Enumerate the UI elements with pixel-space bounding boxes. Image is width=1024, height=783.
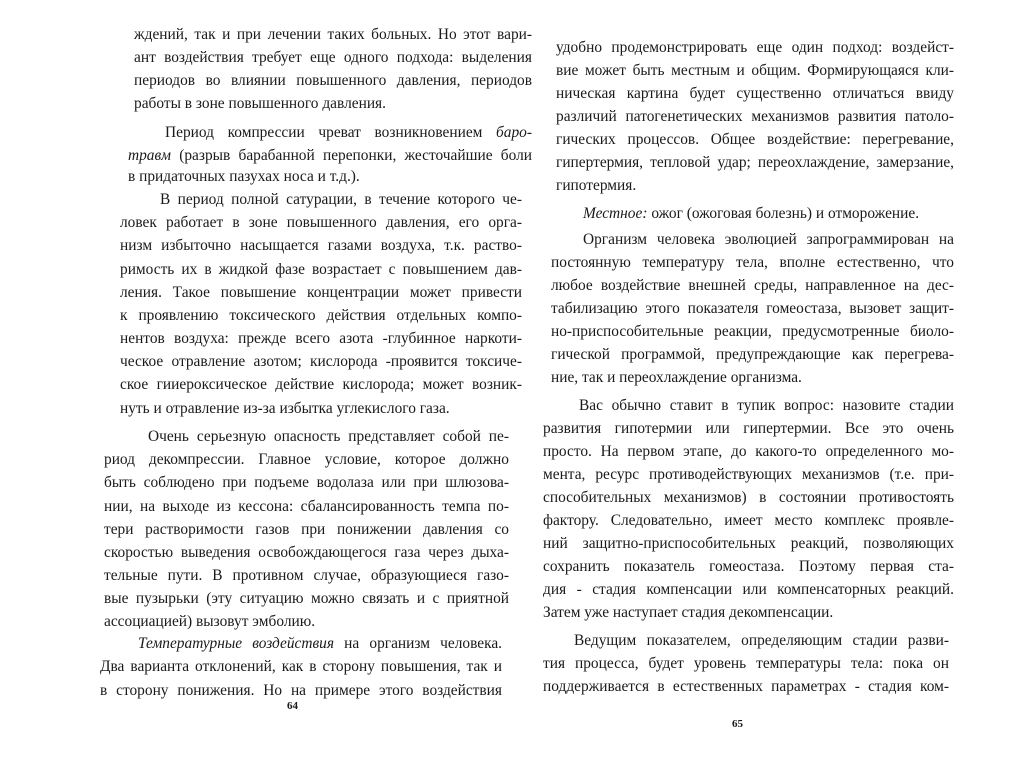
text-line: нуть и отравление из-за избытка углекислого газа.: [120, 400, 450, 417]
text-line: [138, 634, 502, 654]
text-line: удобно продемонстрировать еще один подход: воздейст-: [556, 39, 954, 56]
italic-term: Местное:: [583, 205, 648, 222]
text-line: периодов во влиянии повышенного давления, периодов: [134, 72, 532, 89]
text-line: низм избыточно насыщается газами воздуха, т.к. раство-: [120, 237, 522, 254]
right-page: [512, 0, 1024, 783]
text-line: Два варианта отклонений, как в сторону повышения, так и: [100, 658, 502, 675]
text-line: риод декомпрессии. Главное условие, которое должно: [104, 451, 509, 468]
text-line: быть соблюдено при подъеме водолаза или при шлюзова-: [104, 474, 509, 491]
text-line: развития гипотермии или гипертермии. Все это очень: [543, 420, 954, 437]
text-line: поддерживается в естественных параметрах - стадия ком-: [543, 678, 949, 695]
text-line: мента, ресурс противодействующих механизмов (т.е. при-: [543, 466, 954, 483]
text-line: сохранить показатель гомеостаза. Поэтому первая ста-: [543, 558, 954, 575]
text-line: Очень серьезную опасность представляет собой пе-: [148, 428, 509, 445]
text-line: просто. На первом этапе, до какого-то определенного мо-: [543, 443, 954, 460]
text-line: гипотермия.: [556, 177, 637, 194]
text-line: различий патогенетических механизмов развития патоло-: [556, 108, 954, 125]
text-line: В период полной сатурации, в течение которого че-: [160, 191, 522, 208]
text-line: ское гииероксическое действие кислорода; может возник-: [120, 376, 522, 393]
text-line: гических процессов. Общее воздействие: перегревание,: [556, 131, 954, 148]
text-line: вие может быть местным и общим. Формирующаяся кли-: [556, 62, 954, 79]
text-line: ческое отравление азотом; кислорода -проявится токсиче-: [120, 353, 522, 370]
page-number: 64: [287, 700, 298, 712]
text-line: к проявлению токсического действия отдельных компо-: [120, 307, 522, 324]
text-line: способительных механизмов) в состоянии противостоять: [543, 489, 954, 506]
text-line: ассоциацией) вызовут эмболию.: [104, 613, 316, 630]
text-line: ловек работает в зоне повышенного давления, его орга-: [120, 214, 522, 231]
text-line: ний защитно-приспособительных реакций, позволяющих: [543, 535, 954, 552]
text-line: работы в зоне повышенного давления.: [134, 95, 386, 112]
text-segment: (разрыв барабанной перепонки, жесточайшие боли: [171, 147, 532, 164]
text-line: фактору. Следовательно, имеет место комплекс проявле-: [543, 512, 954, 529]
text-line: Ведущим показателем, определяющим стадии разви-: [574, 632, 949, 649]
text-line: тия процесса, будет уровень температуры тела: пока он: [543, 655, 949, 672]
text-line: но-приспособительные реакции, предусмотренные биоло-: [551, 323, 954, 340]
italic-term: баро-: [496, 124, 532, 141]
italic-term: Температурные воздействия: [138, 635, 335, 652]
text-segment: на организм человека.: [334, 635, 502, 652]
text-line: Организм человека эволюцией запрограммирован на: [583, 231, 954, 248]
text-line: [583, 204, 983, 224]
text-line: дия - стадия компенсации или компенсаторных реакций.: [543, 581, 954, 598]
text-line: тери растворимости газов при понижении давления со: [104, 521, 509, 538]
text-line: любое воздействие внешней среды, направленное на дес-: [551, 277, 954, 294]
italic-term: травм: [128, 147, 172, 164]
text-line: в придаточных пазухах носа и т.д.).: [128, 168, 360, 185]
text-line: гической программой, предупреждающие как перегрева-: [551, 346, 954, 363]
text-segment: Период компрессии чреват возникновением: [165, 124, 497, 141]
text-line: вые пузырьки (эту ситуацию можно связать и с приятной: [104, 590, 509, 607]
text-line: нентов воздуха: прежде всего азота -глубинное наркоти-: [120, 330, 522, 347]
text-line: ления. Такое повышение концентрации может привести: [120, 284, 522, 301]
text-line: Затем уже наступает стадия декомпенсации.: [543, 604, 834, 621]
text-line: тельные пути. В противном случае, образующиеся газо-: [104, 567, 509, 584]
text-line: в сторону понижения. Но на примере этого воздействия: [100, 682, 502, 699]
text-line: ант воздействия требует еще одного подхода: выделения: [134, 49, 532, 66]
text-segment: ожог (ожоговая болезнь) и отморожение.: [647, 205, 920, 222]
text-line: ждений, так и при лечении таких больных. Но этот вари-: [134, 26, 532, 43]
text-line: ническая картина будет существенно отличаться ввиду: [556, 85, 954, 102]
text-line: Вас обычно ставит в тупик вопрос: назовите стадии: [579, 397, 954, 414]
text-line: [165, 123, 532, 143]
text-line: ние, так и переохлаждение организма.: [551, 369, 802, 386]
text-line: гипертермия, тепловой удар; переохлаждение, замерзание,: [556, 154, 954, 171]
text-line: римость их в жидкой фазе возрастает с повышением дав-: [120, 261, 522, 278]
page-number: 65: [732, 718, 743, 730]
text-line: постоянную температуру тела, вполне естественно, что: [551, 254, 954, 271]
text-line: скоростью выведения освобождающегося газа через дыха-: [104, 544, 509, 561]
text-line: табилизацию этого показателя гомеостаза, вызовет защит-: [551, 300, 954, 317]
text-line: нии, на выходе из кессона: сбалансированность темпа по-: [104, 498, 509, 515]
text-line: [128, 146, 532, 166]
